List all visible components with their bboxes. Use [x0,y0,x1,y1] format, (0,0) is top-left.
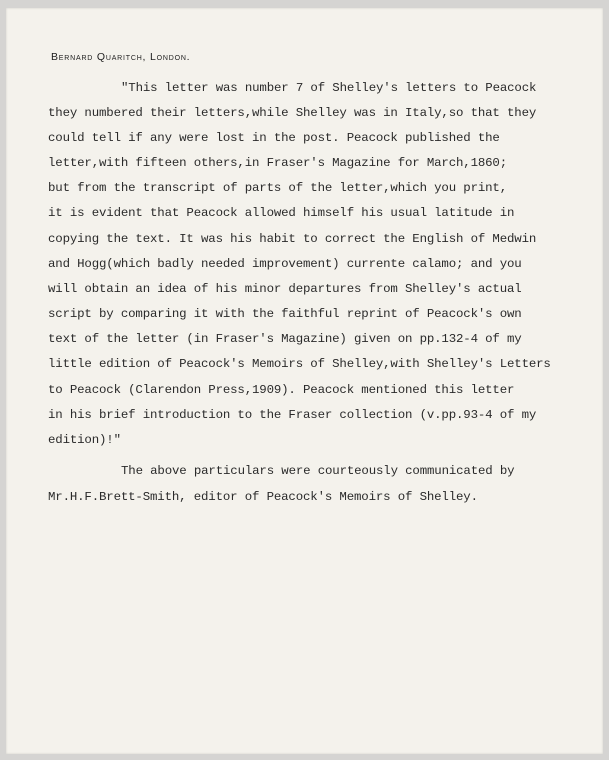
paragraph1-line-7: copying the text. It was his habit to correct the English of Medwin [48,232,537,246]
paragraph1-line-1: "This letter was number 7 of Shelley's letters to Peacock [121,81,537,95]
paragraph1-line-8: and Hogg(which badly needed improvement) currente calamo; and you [48,257,522,271]
paragraph1-line-11: text of the letter (in Fraser's Magazine) given on pp.132-4 of my [48,332,522,346]
paragraph1-line-14: in his brief introduction to the Fraser collection (v.pp.93-4 of my [48,408,537,422]
paragraph1-line-2: they numbered their letters,while Shelley was in Italy,so that they [48,106,537,120]
paragraph1-line-15: edition)!" [48,433,121,447]
paragraph1-line-6: it is evident that Peacock allowed himself his usual latitude in [48,206,515,220]
paragraph2-line-2: Mr.H.F.Brett-Smith, editor of Peacock's Memoirs of Shelley. [48,490,478,504]
paragraph1-line-9: will obtain an idea of his minor departures from Shelley's actual [48,282,522,296]
paragraph1-line-10: script by comparing it with the faithful reprint of Peacock's own [48,307,522,321]
paragraph1-line-5: but from the transcript of parts of the letter,which you print, [48,181,507,195]
paragraph2-line-1: The above particulars were courteously communicated by [121,464,515,478]
paragraph1-line-3: could tell if any were lost in the post. Peacock published the [48,131,500,145]
paragraph1-line-13: to Peacock (Clarendon Press,1909). Peacock mentioned this letter [48,383,515,397]
letterhead: Bernard Quaritch, London. [51,51,191,63]
paragraph1-line-4: letter,with fifteen others,in Fraser's Magazine for March,1860; [48,156,507,170]
paragraph1-line-12: little edition of Peacock's Memoirs of Shelley,with Shelley's Letters [48,357,551,371]
document-page [6,8,603,754]
